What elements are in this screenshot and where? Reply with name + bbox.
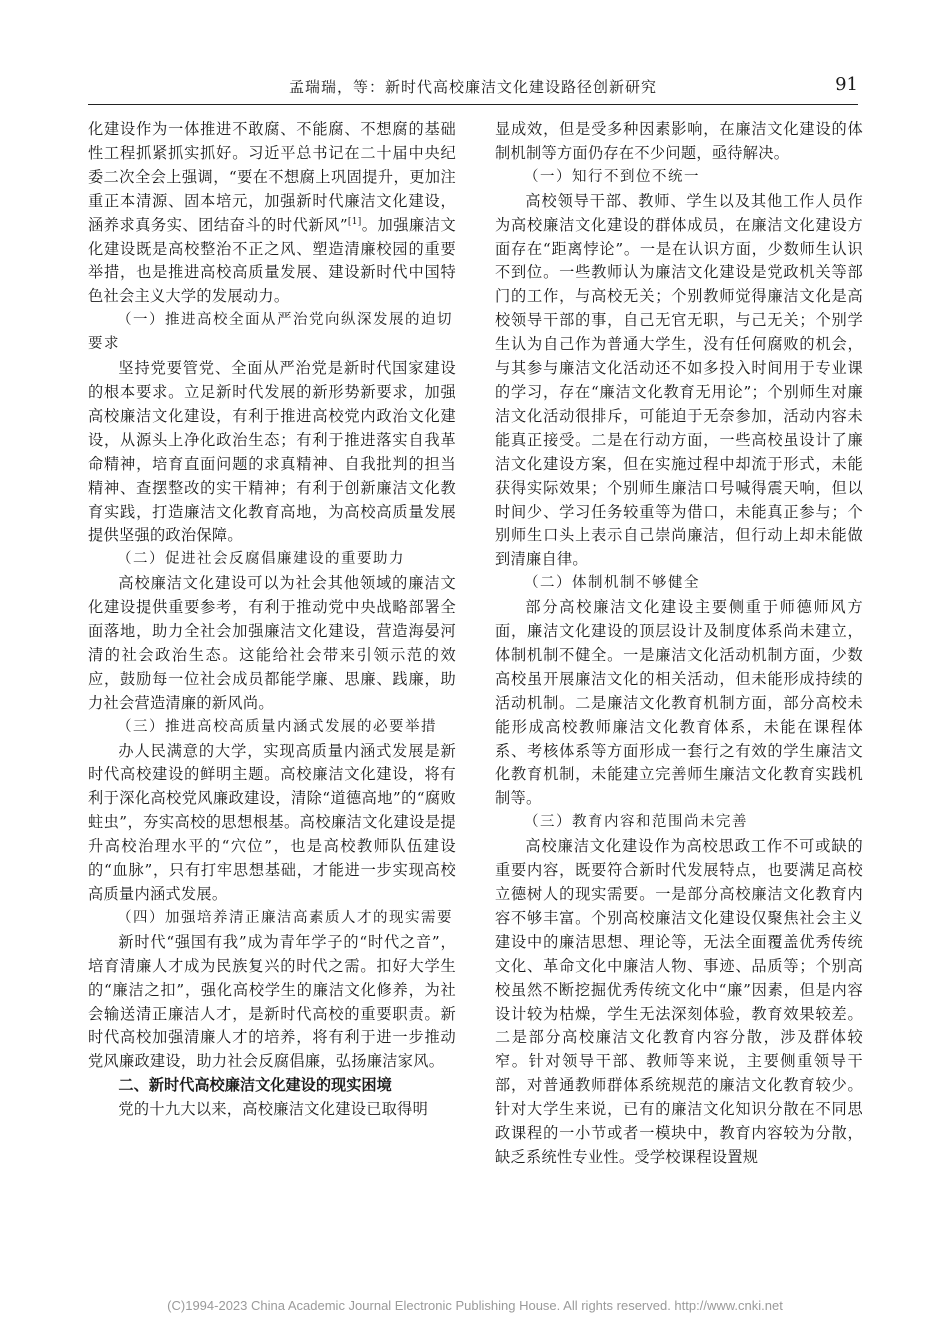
paragraph: 高校廉洁文化建设可以为社会其他领域的廉洁文化建设提供重要参考，有利于推动党中央战略部署全面落地，助力全社会加强廉洁文化建设，营造海晏河清的社会政治生态。这能给社会带来引领示范的效应，鼓励每一位社会成员都能学廉、思廉、践廉，助力社会营造清廉的新风尚。 (88, 574, 456, 712)
paragraph: 办人民满意的大学，实现高质量内涵式发展是新时代高校建设的鲜明主题。高校廉洁文化建设，将有利于深化高校党风廉政建设，清除“道德高地”的“腐败蛀虫”，夯实高校的思想根基。高校廉洁文化建设是提升高校治理水平的“穴位”，也是高校教师队伍建设的“血脉”，只有打牢思想基础，才能进一步实现高校高质量内涵式发展。 (88, 741, 456, 903)
paragraph-text: 化建设作为一体推进不敢腐、不能腐、不想腐的基础性工程抓紧抓实抓好。习近平总书记在二十届中央纪委二次全会上强调，“要在不想腐上巩固提升，更加注重正本清源、固本培元，加强新时代廉洁文化建设，涵养求真务实、团结奋斗的时代新风” (88, 120, 456, 234)
subsection-heading: （一）知行不到位不统一 (524, 168, 700, 185)
paragraph: 党的十九大以来，高校廉洁文化建设已取得明 (118, 1100, 429, 1119)
paragraph-text: 。加强廉洁文化建设既是高校整治不正之风、塑造清廉校园的重要举措，也是推进高校高质量发展、建设新时代中国特色社会主义大学的发展动力。 (88, 215, 456, 306)
right-column (495, 118, 863, 1268)
paragraph (88, 118, 456, 309)
paragraph: 高校领导干部、教师、学生以及其他工作人员作为高校廉洁文化建设的群体成员，在廉洁文化建设方面存在“距离悖论”。一是在认识方面，少数师生认识不到位。一些教师认为廉洁文化建设是党政机关等部门的工作，与高校无关；个别教师觉得廉洁文化是高校领导干部的事，自己无官无职，与己无关；个别学生认为自己作为普通大学生，没有任何腐败的机会，与其参与廉洁文化活动还不如多投入时间用于专业课的学习，存在“廉洁文化教育无用论”；个别师生对廉洁文化活动很排斥，可能迫于无奈参加，活动内容未能真正接受。二是在行动方面，一些高校虽设计了廉洁文化建设方案，但在实施过程中却流于形式，未能获得实际效果；个别师生廉洁口号喊得震天响，但以时间少、学习任务较重等为借口，未能真正参与；个别师生口头上表示自己崇尚廉洁，但行动上却未能做到清廉自律。 (495, 191, 863, 569)
paragraph: 部分高校廉洁文化建设主要侧重于师德师风方面，廉洁文化建设的顶层设计及制度体系尚未建立，体制机制不健全。一是廉洁文化活动机制方面，少数高校虽开展廉洁文化的相关活动，但未能形成持续的活动机制。二是廉洁文化教育机制方面，部分高校未能形成高校教师廉洁文化教育体系，未能在课程体系、考核体系等方面形成一套行之有效的学生廉洁文化教育机制，未能建立完善师生廉洁文化教育实践机制等。 (495, 598, 863, 808)
citation-ref: [1] (347, 216, 362, 227)
section-heading: 二、新时代高校廉洁文化建设的现实困境 (118, 1076, 392, 1095)
subsection-heading: （四）加强培养清正廉洁高素质人才的现实需要 (117, 909, 453, 926)
paragraph: 坚持党要管党、全面从严治党是新时代国家建设的根本要求。立足新时代发展的新形势新要求，加强高校廉洁文化建设，有利于推进高校党内政治文化建设，从源头上净化政治生态；有利于推进落实自我革命精神，培育直面问题的求真精神、自我批判的担当精神、查摆整改的实干精神；有利于创新廉洁文化教育实践，打造廉洁文化教育高地，为高校高质量发展提供坚强的政治保障。 (88, 359, 456, 545)
paragraph: 高校廉洁文化建设作为高校思政工作不可或缺的重要内容，既要符合新时代发展特点，也要满足高校立德树人的现实需要。一是部分高校廉洁文化教育内容不够丰富。个别高校廉洁文化建设仅聚焦社会主义建设中的廉洁思想、理论等，无法全面覆盖优秀传统文化、革命文化中廉洁人物、事迹、品质等；个别高校虽然不断挖掘优秀传统文化中“廉”因素，但是内容设计较为枯燥，学生无法深刻体验，教育效果较差。二是部分高校廉洁文化教育内容分散，涉及群体较窄。针对领导干部、教师等来说，主要侧重领导干部，对普通教师群体系统规范的廉洁文化教育较少。针对大学生来说，已有的廉洁文化知识分散在不同思政课程的一小节或者一模块中，教育内容较为分散，缺乏系统性专业性。受学校课程设置规 (495, 837, 863, 1166)
subsection-heading: （三）教育内容和范围尚未完善 (524, 814, 748, 831)
running-header (88, 74, 858, 105)
header-title: 孟瑞瑞，等：新时代高校廉洁文化建设路径创新研究 (288, 78, 657, 96)
subsection-heading: （二）促进社会反腐倡廉建设的重要助力 (117, 551, 405, 568)
page-number: 91 (835, 74, 858, 95)
body-columns (88, 118, 863, 1268)
copyright-footer: (C)1994-2023 China Academic Journal Electronic Publishing House. All rights reserved. http://www.cnki.net (167, 1298, 783, 1313)
subsection-heading: （一）推进高校全面从严治党向纵深发展的迫切要求 (88, 312, 453, 353)
paragraph: 显成效，但是受多种因素影响，在廉洁文化建设的体制机制等方面仍存在不少问题，亟待解决。 (495, 120, 863, 162)
subsection-heading: （三）推进高校高质量内涵式发展的必要举措 (117, 718, 437, 735)
left-column (88, 118, 456, 1268)
subsection-heading: （二）体制机制不够健全 (524, 575, 700, 592)
paragraph: 新时代“强国有我”成为青年学子的“时代之音”，培育清廉人才成为民族复兴的时代之需。扣好大学生的“廉洁之扣”，强化高校学生的廉洁文化修养，为社会输送清正廉洁人才，是新时代高校的重要职责。新时代高校加强清廉人才的培养，将有利于进一步推动党风廉政建设，助力社会反腐倡廉，弘扬廉洁家风。 (88, 932, 456, 1071)
